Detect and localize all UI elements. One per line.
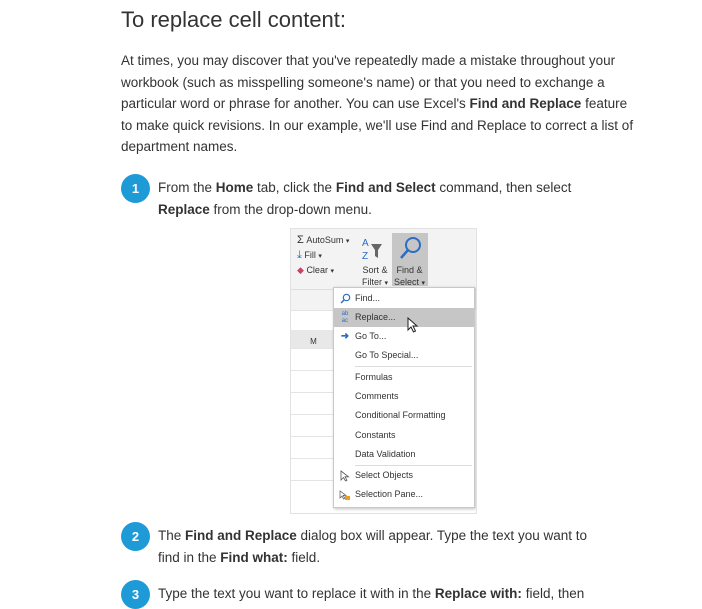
menu-item-replace[interactable]: ab ac Replace... — [334, 308, 474, 327]
menu-item-conditional-formatting[interactable]: Conditional Formatting — [355, 410, 446, 420]
gridline — [291, 414, 336, 415]
menu-item-comments[interactable]: Comments — [355, 391, 399, 401]
menu-item-find[interactable]: Find... — [334, 289, 474, 308]
menu-separator — [355, 366, 472, 367]
step-text: From the Home tab, click the Find and Select command, then select Replace from the drop-down menu. — [158, 180, 572, 217]
select-objects-icon — [338, 466, 352, 485]
section-heading: To replace cell content: — [121, 7, 347, 32]
step-number-badge: 2 — [121, 522, 150, 551]
excel-find-select-screenshot — [290, 228, 477, 514]
find-icon — [338, 289, 352, 308]
menu-item-go-to-special[interactable]: Go To Special... — [355, 350, 419, 360]
gridline — [291, 348, 336, 349]
ribbon-editing-group — [291, 229, 476, 289]
magnifier-icon — [399, 236, 423, 262]
clear-command: ◆ Clear ▾ — [297, 265, 334, 275]
step-number-badge: 1 — [121, 174, 150, 203]
gridline — [291, 458, 336, 459]
fill-command: ⤓ Fill ▾ — [297, 249, 322, 261]
menu-item-formulas[interactable]: Formulas — [355, 372, 393, 382]
menu-item-selection-pane[interactable]: Selection Pane... — [334, 485, 474, 504]
gridline — [291, 392, 336, 393]
find-select-dropdown-menu — [333, 287, 475, 508]
menu-item-data-validation[interactable]: Data Validation — [355, 449, 416, 459]
gridline — [291, 480, 336, 481]
menu-item-constants[interactable]: Constants — [355, 430, 396, 440]
gridline — [291, 370, 336, 371]
sort-filter-label: Sort & Filter ▾ — [362, 265, 389, 287]
selection-pane-icon — [338, 485, 352, 504]
intro-text: At times, you may discover that you've repeatedly made a mistake throughout your workbook (such as misspelling someone's name) or that you need to exchange a particular word or phrase for another. You can use Excel's Find and Replace feature to make quick revisions. In our example, we'll use Find and Replace to correct a list of department names. — [121, 53, 634, 154]
autosum-command: Σ AutoSum ▾ — [297, 234, 350, 246]
goto-arrow-icon: ➜ — [340, 331, 350, 342]
replace-icon: ab ac — [341, 310, 349, 324]
sort-filter-icon — [361, 236, 383, 262]
menu-item-select-objects[interactable]: Select Objects — [334, 466, 474, 485]
find-select-label: Find & Select ▾ — [394, 265, 426, 287]
step-number-badge: 3 — [121, 580, 150, 609]
menu-item-go-to[interactable]: ➜ Go To... — [334, 327, 474, 346]
svg-text:A: A — [362, 238, 369, 249]
gridline — [291, 436, 336, 437]
mouse-cursor-icon — [407, 317, 419, 333]
gridline — [291, 310, 336, 311]
column-header-m: M — [291, 330, 336, 348]
svg-text:Z: Z — [362, 251, 369, 262]
step-text: The Find and Replace dialog box will appear. Type the text you want to find in the Find what: field. — [158, 528, 587, 565]
step-text: Type the text you want to replace it with in the Replace with: field, then — [158, 586, 585, 601]
intro-paragraph — [121, 50, 641, 158]
